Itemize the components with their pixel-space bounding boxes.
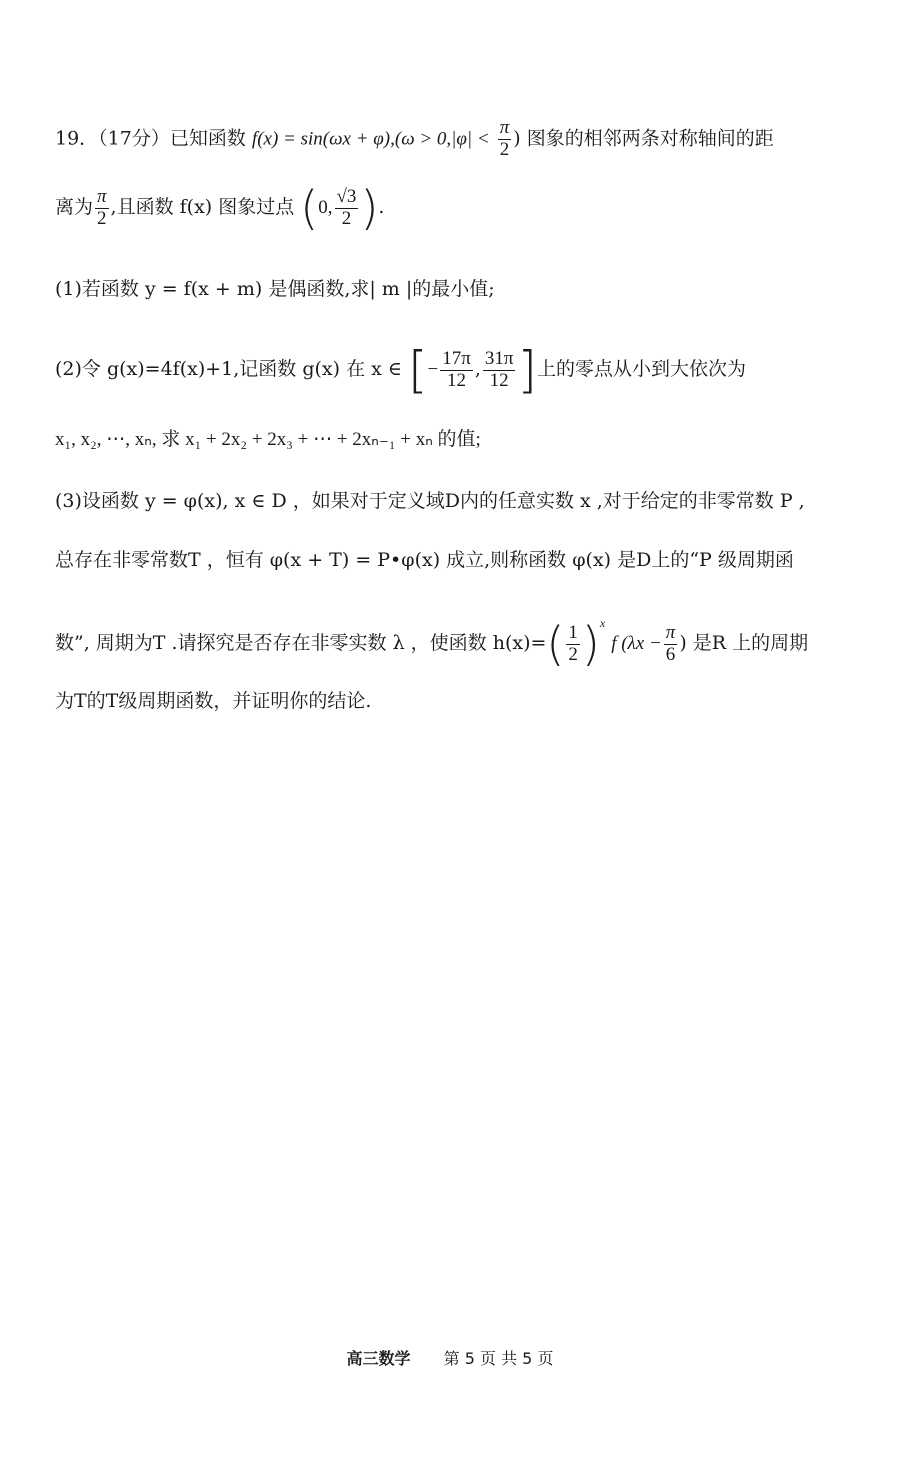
part-3-line-2: 总存在非零常数T ，恒有 φ(x + T) = P•φ(x) 成立,则称函数 φ(x) 是D上的“P 级周期函 [55,549,794,571]
problem-line-2: 离为 $\frac{\pi}{2}$ ,且函数 f(x) 图象过点 (0, $\frac{√3}{2}$ ). [55,181,385,235]
fraction-31pi-over-12: $\frac{31\pi}{12}$ [484,347,514,391]
part-3-line-4: 为T的T级周期函数，并证明你的结论. [55,690,372,712]
part-1: (1)若函数 y = f(x + m) 是偶函数,求| m |的最小值; [55,278,495,300]
page-footer [0,1346,900,1369]
fraction-1-over-2: $\frac{1}{2}$ [568,621,578,665]
fraction-pi-over-2: $\frac{\pi}{2}$ [499,117,510,160]
fraction-sqrt3-over-2: $\frac{√3}{2}$ [336,185,357,229]
problem-number: 19．（17分） [55,127,170,150]
footer-subject: 高三数学 [346,1349,411,1368]
fraction-pi-over-2: $\frac{\pi}{2}$ [97,185,107,229]
part-3-line-1: (3)设函数 y = φ(x), x ∈ D ，如果对于定义域D内的任意实数 x ,对于给定的非零常数 P , [55,490,805,512]
part-3-line-3: 数”, 周期为T .请探究是否存在非零实数 λ ，使函数 h(x)=( $\frac{1}{2}$ )$^x$ f (λx − $\frac{\pi}{6}$ ) 是R 上的周期 [55,616,809,671]
footer-page-number: 第 5 页 共 5 页 [443,1349,554,1368]
problem-line-1: 19．（17分）已知函数 f(x) = sin(ωx + φ),(ω > 0,|φ| < $\frac{\pi}{2}$ ) 图象的相邻两条对称轴间的距 [55,117,774,160]
function-definition: f(x) = sin(ωx + φ),(ω > 0,|φ| < [251,128,490,150]
part-2-line-2: x₁, x₂, ⋯, xₙ, 求 x₁ + 2x₂ + 2x₃ + ⋯ + 2xₙ₋₁ + xₙ 的值; [55,429,481,450]
part-2-line-1: (2)令 g(x)=4f(x)+1,记函数 g(x) 在 x ∈ [− $\frac{17\pi}{12}$ , $\frac{31\pi}{12}$ ]上的零点从小到大依次为 [55,341,746,399]
fraction-17pi-over-12: $\frac{17\pi}{12}$ [442,347,471,391]
fraction-pi-over-6: $\frac{\pi}{6}$ [665,621,676,665]
